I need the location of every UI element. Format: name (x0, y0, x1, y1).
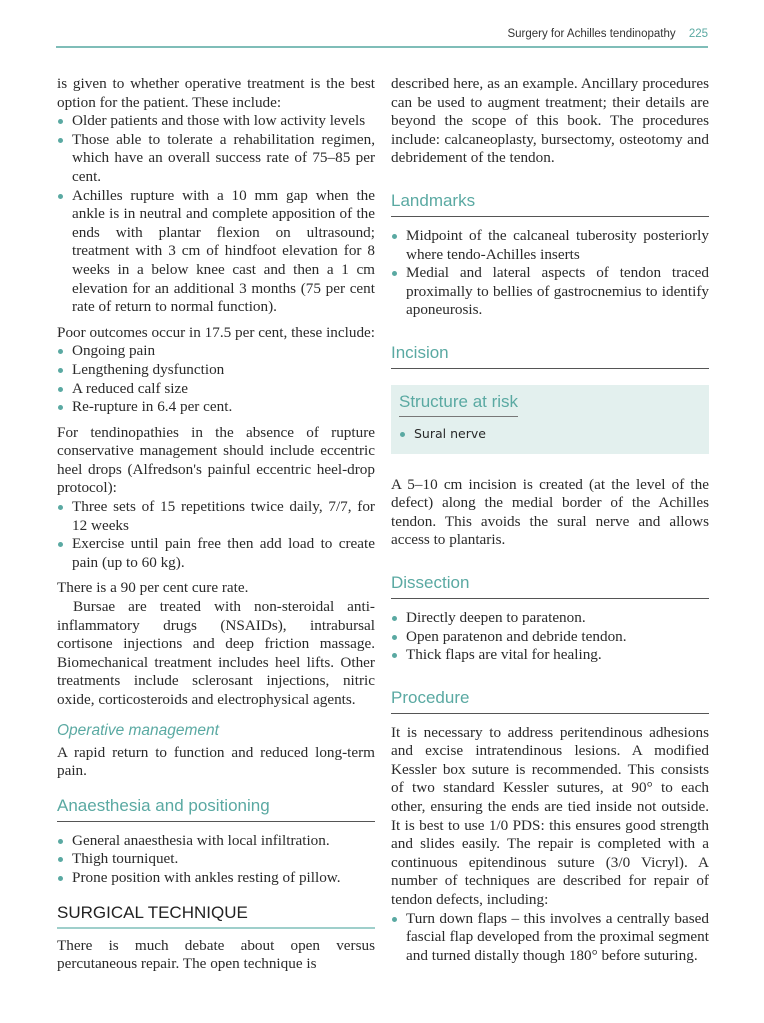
list-item: General anaesthesia with local infiltration. (57, 832, 375, 851)
incision-paragraph: A 5–10 cm incision is created (at the level of the defect) along the medial border of the Achilles tendon. This avoids the sural nerve and allows access to plantaris. (391, 475, 709, 549)
landmarks-heading: Landmarks (391, 190, 709, 217)
running-head-title: Surgery for Achilles tendinopathy (507, 28, 676, 40)
poor-outcomes-list (57, 342, 375, 416)
list-item: Prone position with ankles resting of pillow. (57, 869, 375, 888)
list-item: Thigh tourniquet. (57, 850, 375, 869)
bullet-icon (58, 857, 63, 862)
list-item: Older patients and those with low activity levels (57, 112, 375, 131)
incision-heading: Incision (391, 342, 709, 369)
list-item: Directly deepen to paratenon. (391, 609, 709, 628)
bullet-icon (392, 271, 397, 276)
bullet-icon (58, 876, 63, 881)
structure-at-risk-box (391, 385, 709, 454)
operative-management-heading: Operative management (57, 721, 219, 739)
list-item: A reduced calf size (57, 380, 375, 399)
list-item: Exercise until pain free then add load to create pain (up to 60 kg). (57, 535, 375, 572)
bullet-icon (392, 917, 397, 922)
cure-rate-paragraph: There is a 90 per cent cure rate. (57, 579, 249, 597)
bullet-icon (392, 616, 397, 621)
bullet-icon (58, 405, 63, 410)
list-item: Those able to tolerate a rehabilitation regimen, which have an overall success rate of 75–85 per cent. (57, 131, 375, 187)
procedure-list (391, 910, 709, 966)
list-item: Sural nerve (399, 425, 701, 444)
bullet-icon (58, 368, 63, 373)
list-item: Medial and lateral aspects of tendon traced proximally to bellies of gastrocnemius to identify aponeurosis. (391, 264, 709, 320)
structure-at-risk-heading: Structure at risk (399, 391, 518, 417)
surgical-technique-paragraph: There is much debate about open versus percutaneous repair. The open technique is (57, 936, 375, 973)
tendinopathy-paragraph: For tendinopathies in the absence of rupture conservative management should include eccentric heel drops (Alfredson's painful eccentric heel-drop protocol): (57, 423, 375, 497)
bullet-icon (58, 138, 63, 143)
bullet-icon (392, 653, 397, 658)
bullet-icon (58, 505, 63, 510)
poor-outcomes-paragraph: Poor outcomes occur in 17.5 per cent, these include: (57, 323, 376, 341)
bullet-icon (58, 839, 63, 844)
list-item: Re-rupture in 6.4 per cent. (57, 398, 375, 417)
list-item: Midpoint of the calcaneal tuberosity posteriorly where tendo-Achilles inserts (391, 227, 709, 264)
list-item: Achilles rupture with a 10 mm gap when the ankle is in neutral and complete apposition of the ends with plantar flexion on ultrasound; treatment with 3 cm of hindfoot elevation for 8 weeks in a below knee cast and then a 1 cm elevation for an additional 3 months (75 per cent rate of return to normal function). (57, 187, 375, 317)
anaesthesia-list (57, 832, 375, 888)
bullet-icon (400, 432, 405, 437)
anaesthesia-heading: Anaesthesia and positioning (57, 795, 375, 822)
bullet-icon (392, 234, 397, 239)
left-column (57, 75, 375, 974)
dissection-heading: Dissection (391, 572, 709, 599)
operative-management-paragraph: A rapid return to function and reduced long-term pain. (57, 743, 375, 780)
list-item: Three sets of 15 repetitions twice daily, 7/7, for 12 weeks (57, 498, 375, 535)
right-column (391, 75, 709, 965)
procedure-paragraph: It is necessary to address peritendinous adhesions and excise intratendinous lesions. A modified Kessler box suture is recommended. This consists of two standard Kessler sutures, at 90° to each other, ensuring the ends are tied inside not outside. It is best to use 1/0 PDS: this ensures good strength and slides easily. The repair is completed with a continuous epitendinous suture (3/0 Vicryl). A number of techniques are described for repair of tendon defects, including: (391, 723, 709, 909)
landmarks-list (391, 227, 709, 320)
list-item: Ongoing pain (57, 342, 375, 361)
bullet-icon (58, 542, 63, 547)
bullet-icon (58, 119, 63, 124)
bullet-icon (58, 194, 63, 199)
bullet-icon (392, 635, 397, 640)
structure-at-risk-list (399, 425, 701, 444)
bullet-icon (58, 349, 63, 354)
list-item: Open paratenon and debride tendon. (391, 628, 709, 647)
bullet-icon (58, 387, 63, 392)
list-item: Lengthening dysfunction (57, 361, 375, 380)
page-number: 225 (688, 28, 708, 40)
intro-paragraph: is given to whether operative treatment is the best option for the patient. These include: (57, 75, 375, 111)
bursae-paragraph: Bursae are treated with non-steroidal anti-inflammatory drugs (NSAIDs), intrabursal cortisone injections and deep friction massage. Biomechanical treatment includes heel lifts. Other treatments include sclerosant injections, nitric oxide, corticosteroids and electrophysical agents. (57, 598, 375, 708)
surgical-technique-heading: SURGICAL TECHNIQUE (57, 902, 375, 929)
dissection-list (391, 609, 709, 665)
list-item: Thick flaps are vital for healing. (391, 646, 709, 665)
protocol-list (57, 498, 375, 572)
list-item: Turn down flaps – this involves a centrally based fascial flap developed from the proximal segment and turned distally though 180° before suturing. (391, 910, 709, 966)
continuation-paragraph: described here, as an example. Ancillary procedures can be used to augment treatment; their details are beyond the scope of this book. The procedures include: calcaneoplasty, bursectomy, osteotomy and debridement of the tendon. (391, 75, 709, 167)
indications-list (57, 112, 375, 317)
running-head (56, 28, 708, 48)
procedure-heading: Procedure (391, 687, 709, 714)
